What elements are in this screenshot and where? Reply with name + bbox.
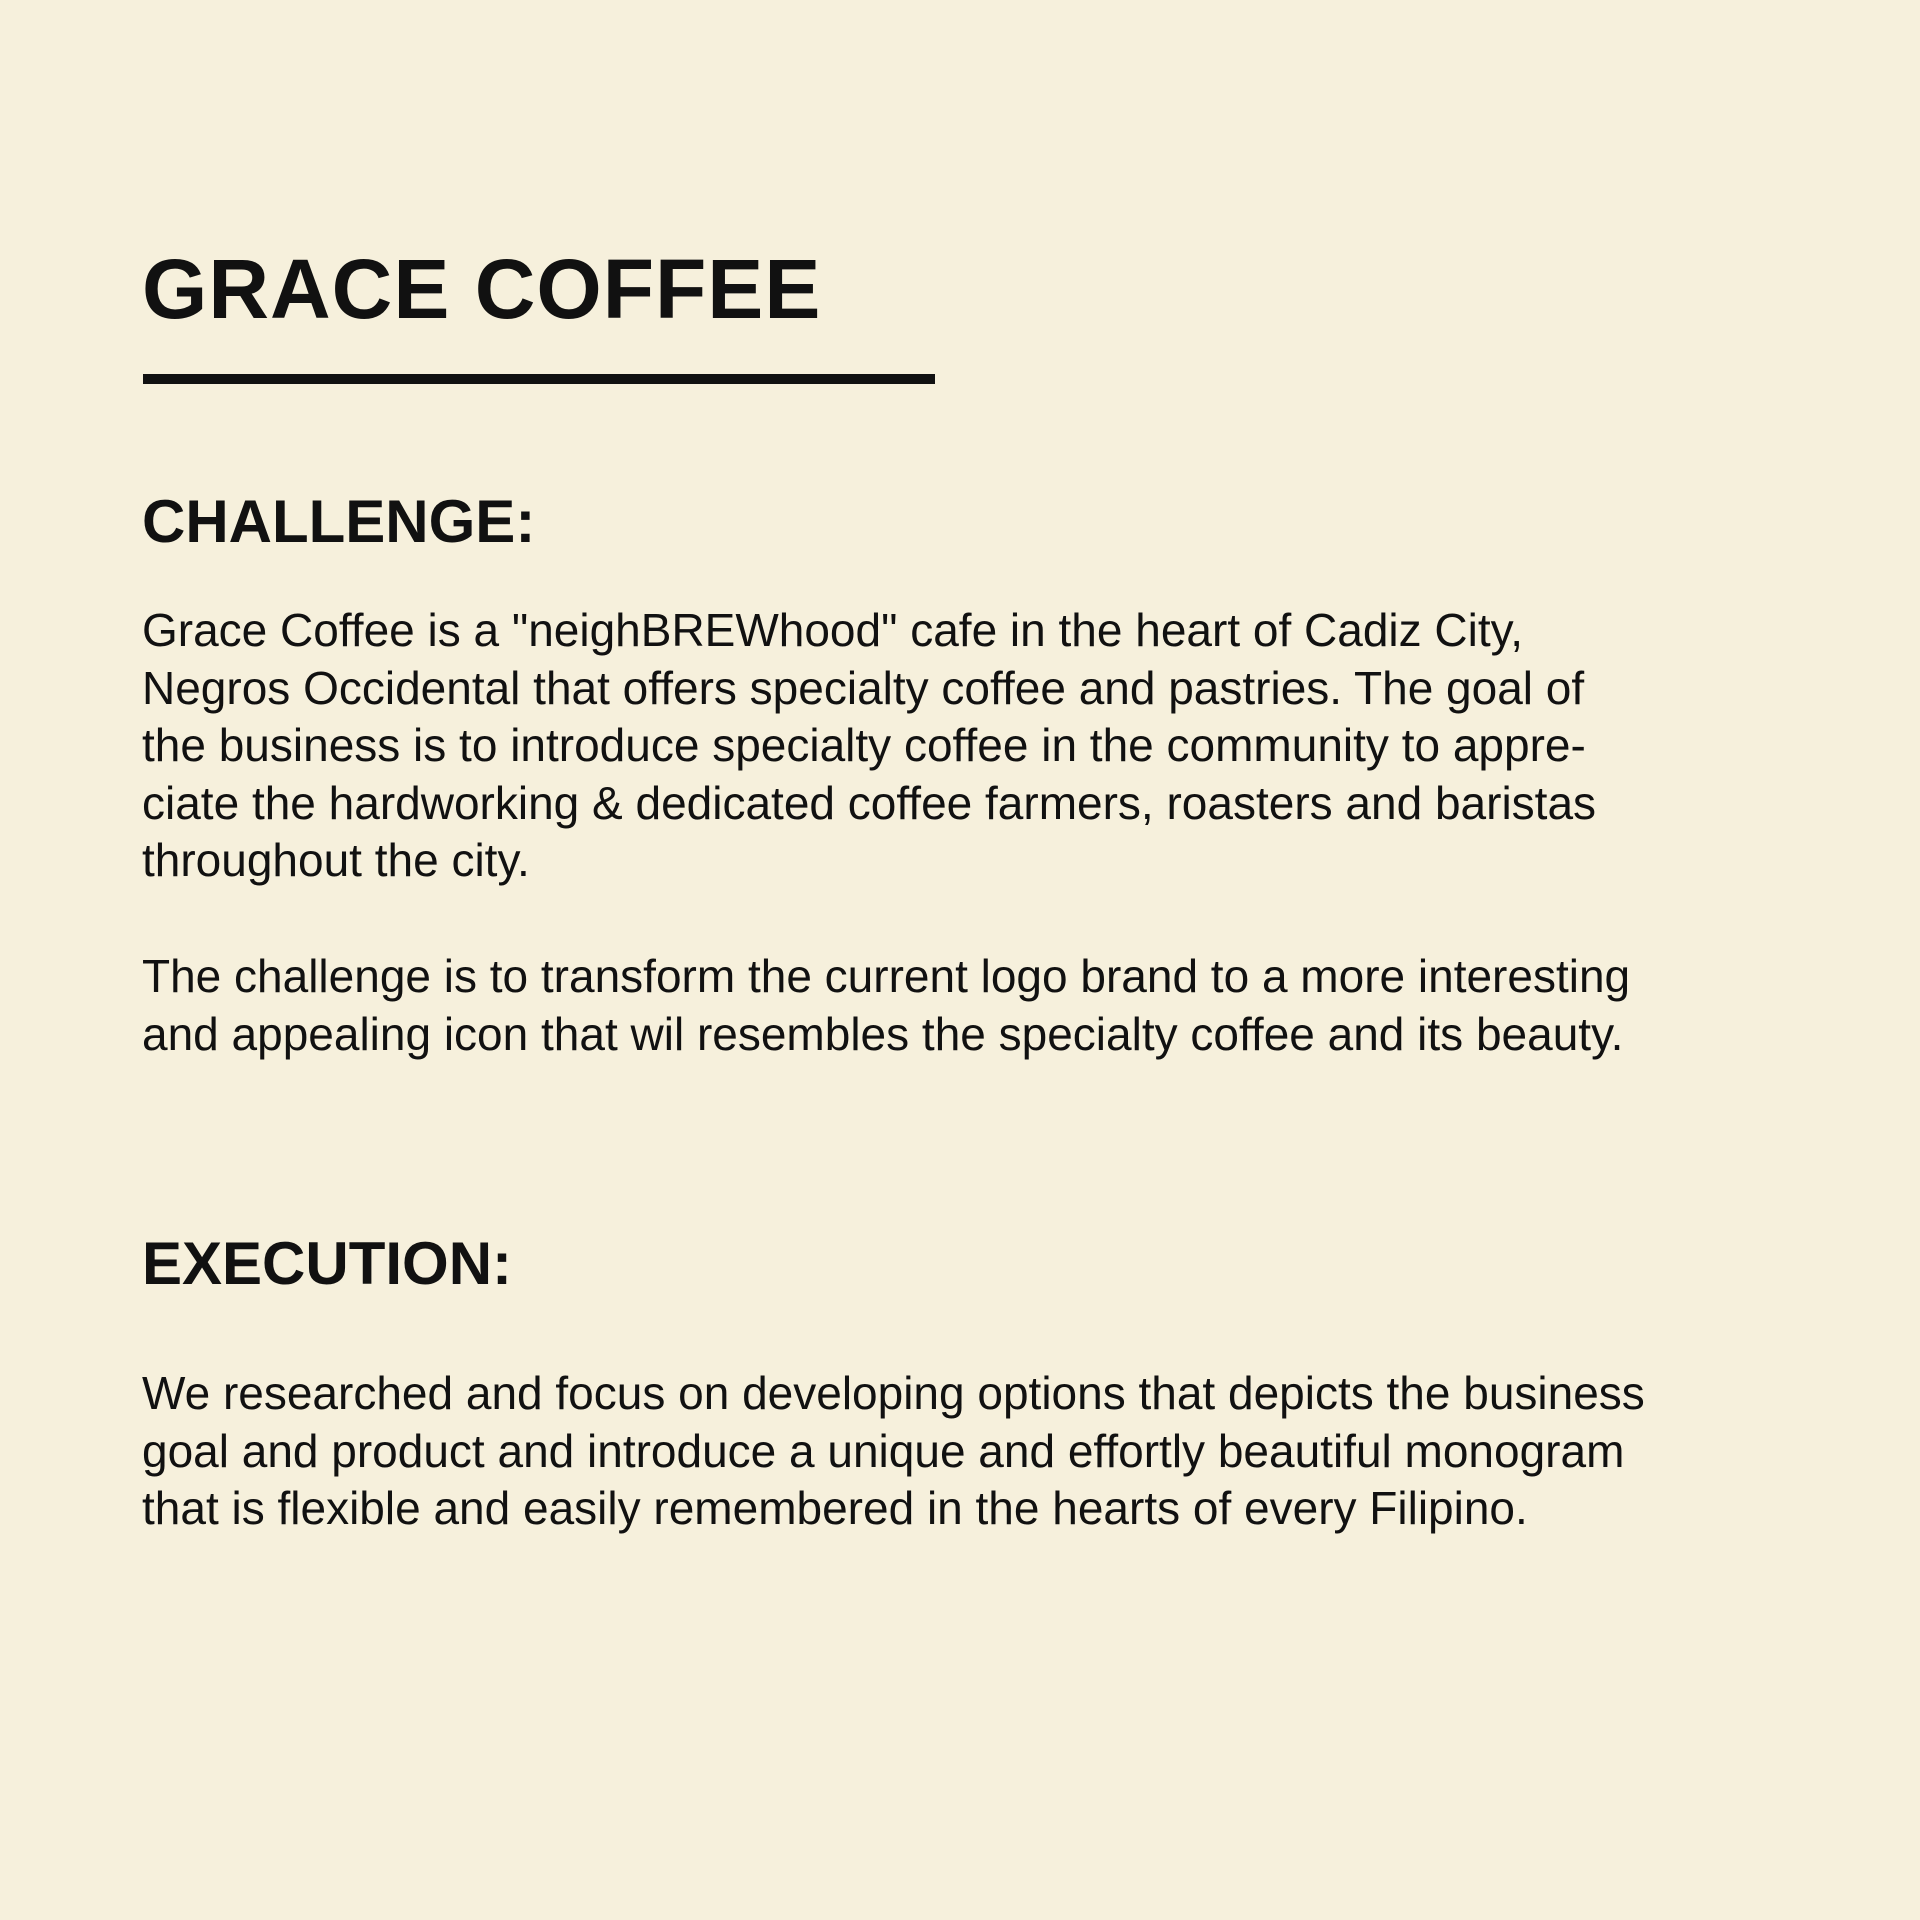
execution-paragraph <box>142 1365 1645 1538</box>
paragraph-line: ciate the hardworking & dedicated coffee farmers, roasters and baristas <box>142 776 1597 829</box>
page-title: GRACE COFFEE <box>142 242 822 336</box>
paragraph-line: The challenge is to transform the current logo brand to a more interesting <box>142 950 1631 1002</box>
paragraph-line: and appealing icon that wil resembles the specialty coffee and its beauty. <box>142 1007 1624 1060</box>
paragraph-line: the business is to introduce specialty coffee in the community to appre- <box>142 719 1586 771</box>
paragraph-line: throughout the city. <box>142 834 530 886</box>
paragraph-line: Negros Occidental that offers specialty coffee and pastries. The goal of <box>142 661 1585 714</box>
challenge-paragraph-1 <box>142 602 1596 890</box>
challenge-heading: CHALLENGE: <box>142 488 536 555</box>
paragraph-line: that is flexible and easily remembered in the hearts of every Filipino. <box>142 1482 1528 1534</box>
challenge-paragraph-2 <box>142 948 1630 1063</box>
paragraph-line: We researched and focus on developing options that depicts the business <box>142 1367 1645 1419</box>
execution-heading: EXECUTION: <box>142 1230 513 1297</box>
title-underline <box>143 374 935 384</box>
paragraph-line: goal and product and introduce a unique and effortly beautiful monogram <box>142 1424 1625 1477</box>
paragraph-line: Grace Coffee is a "neighBREWhood" cafe in the heart of Cadiz City, <box>142 604 1523 656</box>
